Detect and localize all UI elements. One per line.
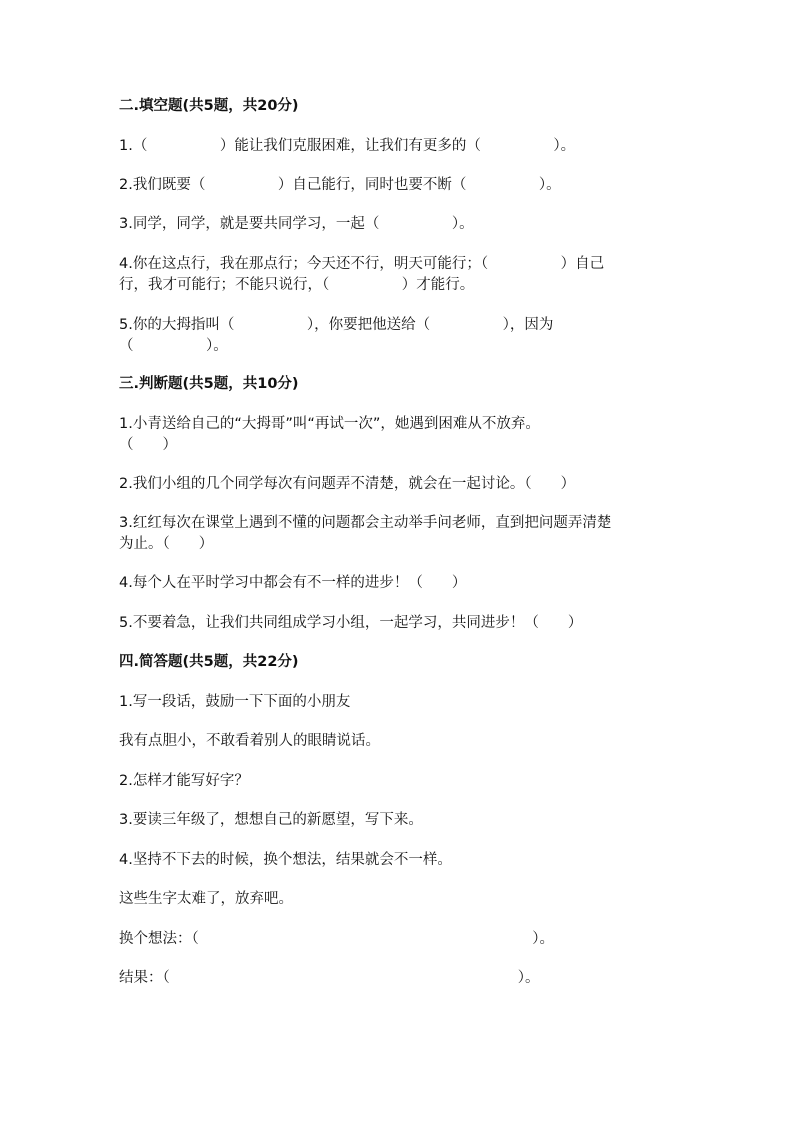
judge-question-3-line-1: 3.红红每次在课堂上遇到不懂的问题都会主动举手问老师，直到把问题弄清楚: [119, 515, 612, 531]
section-3-heading: 三.判断题(共5题，共10分): [119, 376, 299, 392]
short-question-4-quote: 这些生字太难了，放弃吧。: [119, 891, 293, 907]
fill-question-3: 3.同学，同学，就是要共同学习，一起（ ）。: [119, 216, 474, 232]
fill-question-4-line-2: 行，我才可能行；不能只说行，（ ）才能行。: [119, 277, 475, 293]
judge-question-2: 2.我们小组的几个同学每次有问题弄不清楚，就会在一起讨论。（ ）: [119, 476, 576, 492]
fill-question-1: 1.（ ）能让我们克服困难，让我们有更多的（ ）。: [119, 138, 576, 154]
short-question-4-result: 结果：（ ）。: [119, 970, 540, 986]
short-question-1-quote: 我有点胆小，不敢看着别人的眼睛说话。: [119, 733, 380, 749]
fill-question-5-line-2: （ ）。: [119, 338, 228, 354]
judge-question-4: 4.每个人在平时学习中都会有不一样的进步！（ ）: [119, 575, 467, 591]
section-2-heading: 二.填空题(共5题，共20分): [119, 98, 299, 114]
judge-question-1-line-1: 1.小青送给自己的“大拇哥”叫“再试一次”，她遇到困难从不放弃。: [119, 416, 540, 432]
section-4-heading: 四.简答题(共5题，共22分): [119, 654, 299, 670]
fill-question-2: 2.我们既要（ ）自己能行，同时也要不断（ ）。: [119, 177, 561, 193]
short-question-4: 4.坚持不下去的时候，换个想法，结果就会不一样。: [119, 852, 452, 868]
fill-question-4-line-1: 4.你在这点行，我在那点行；今天还不行，明天可能行；（ ）自己: [119, 256, 605, 272]
judge-question-1-line-2: （ ）: [119, 437, 177, 453]
judge-question-3-line-2: 为止。（ ）: [119, 536, 214, 552]
short-question-3: 3.要读三年级了，想想自己的新愿望，写下来。: [119, 812, 423, 828]
short-question-2: 2.怎样才能写好字？: [119, 773, 249, 789]
fill-question-5-line-1: 5.你的大拇指叫（ ），你要把他送给（ ），因为: [119, 317, 554, 333]
judge-question-5: 5.不要着急，让我们共同组成学习小组，一起学习，共同进步！（ ）: [119, 615, 583, 631]
short-question-4-new-idea: 换个想法：（ ）。: [119, 931, 554, 947]
short-question-1: 1.写一段话，鼓励一下下面的小朋友: [119, 694, 351, 710]
